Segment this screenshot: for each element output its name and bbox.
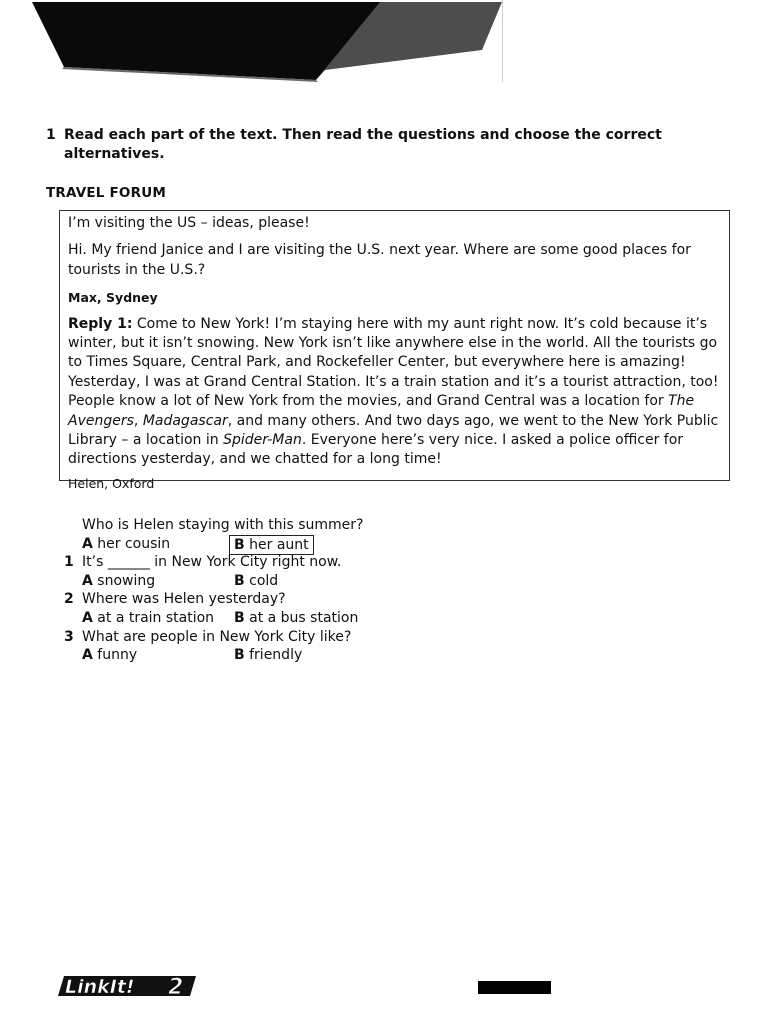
reply-author: Helen, Oxford	[68, 475, 155, 491]
question-number: 1	[64, 554, 74, 571]
question-3	[64, 628, 464, 647]
question-number: 3	[64, 628, 74, 645]
reply-label: Reply 1:	[68, 315, 133, 332]
question-2-options	[64, 609, 464, 628]
option-letter: B	[234, 536, 245, 553]
option-text: funny	[92, 647, 138, 664]
option-text: at a bus station	[244, 609, 359, 626]
reply-movie-avengers: The Avengers	[68, 393, 695, 429]
option-a[interactable]	[82, 646, 137, 665]
header-banner	[0, 0, 520, 90]
example-question	[64, 516, 464, 535]
question-1	[64, 553, 464, 572]
option-letter: B	[234, 572, 245, 589]
reply-movie-spiderman: Spider-Man	[223, 432, 302, 449]
post-title: I’m visiting the US – ideas, please!	[68, 215, 310, 231]
reply-comma: ,	[133, 412, 143, 429]
question-text: Who is Helen staying with this summer?	[82, 517, 364, 533]
option-letter: A	[82, 572, 93, 589]
reply-body	[68, 315, 719, 470]
reply-text-part2: , and many others. And two days ago, we went to the New York Public Library – a location in	[68, 412, 719, 449]
option-letter: A	[82, 535, 93, 552]
question-text: It’s ______ in New York City right now.	[82, 554, 342, 571]
post-author: Max, Sydney	[68, 290, 158, 306]
option-letter: B	[234, 647, 245, 664]
option-a[interactable]	[82, 609, 214, 628]
question-2	[64, 590, 464, 609]
question-1-options	[64, 572, 464, 591]
svg-text:LinkIt!: LinkIt!	[65, 976, 135, 998]
forum-heading: TRAVEL FORUM	[46, 185, 166, 201]
option-b[interactable]	[234, 646, 302, 665]
option-a[interactable]	[82, 572, 155, 591]
option-b[interactable]	[234, 609, 358, 628]
header-divider	[502, 0, 503, 82]
option-text: her cousin	[92, 535, 171, 552]
example-options	[64, 535, 464, 554]
question-text: Where was Helen yesterday?	[82, 591, 286, 608]
instruction-text: Read each part of the text. Then read the questions and choose the correct alternatives.	[64, 127, 662, 162]
exercise-number: 1	[46, 127, 56, 143]
option-text: snowing	[92, 572, 156, 589]
reply-text-part1: Come to New York! I’m staying here with my aunt right now. It’s cold because it’s winter, but it isn’t snowing. New York isn’t like anywhere else in the world. All the tourists go to Times Square, Central Park, and Rockefeller Center, but everywhere here is amazing! Yesterday, I was at Grand Central Station. It’s a train station and it’s a tourist attraction, too! People know a lot of New York from the movies, and Grand Central was a location for	[68, 315, 719, 410]
option-letter: A	[82, 609, 93, 626]
option-text: cold	[244, 572, 279, 589]
option-text: at a train station	[92, 609, 215, 626]
linkit-logo	[50, 970, 200, 1000]
svg-text:2: 2	[168, 975, 184, 1000]
question-list	[64, 516, 464, 665]
option-letter: A	[82, 647, 93, 664]
option-text: her aunt	[244, 536, 309, 553]
forum-post-box	[59, 210, 730, 491]
option-letter: B	[234, 609, 245, 626]
post-body: Hi. My friend Janice and I are visiting the U.S. next year. Where are some good places for tourists in the U.S.?	[68, 242, 691, 278]
question-number: 2	[64, 591, 74, 608]
question-text: What are people in New York City like?	[82, 628, 352, 645]
reply-movie-madagascar: Madagascar	[142, 412, 228, 429]
question-3-options	[64, 646, 464, 665]
option-b-selected[interactable]	[229, 535, 314, 556]
exercise-instruction	[46, 126, 706, 164]
footer-bar	[478, 981, 551, 994]
option-text: friendly	[244, 647, 303, 664]
option-a[interactable]	[82, 535, 170, 554]
reply-text-part3: . Everyone here’s very nice. I asked a police officer for directions yesterday, and we chatted for a long time!	[68, 432, 684, 468]
option-b[interactable]	[234, 572, 278, 591]
